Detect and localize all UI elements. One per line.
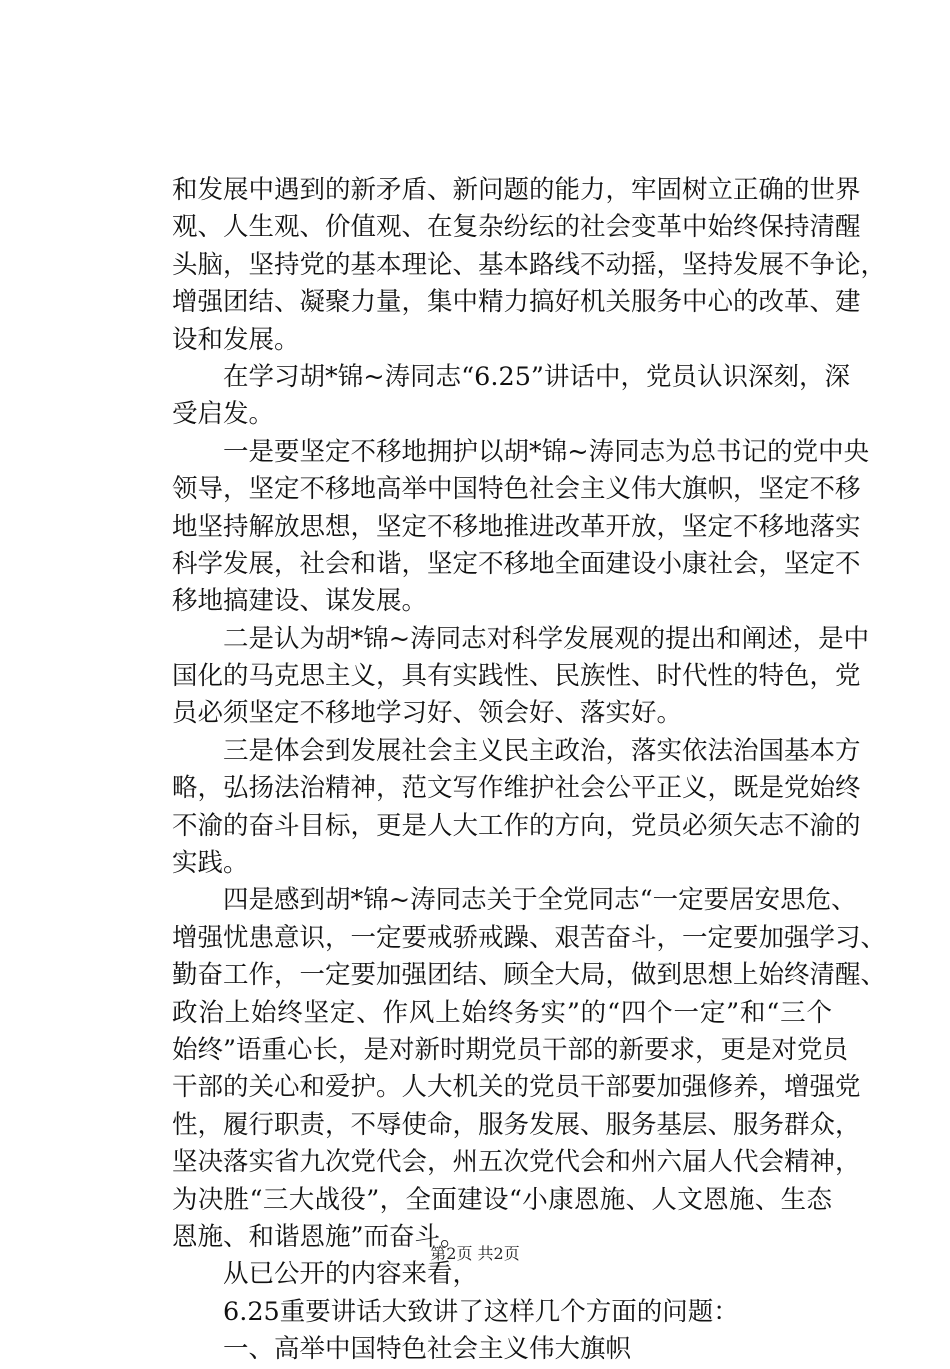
text-line: 受启发。 <box>172 399 275 430</box>
text-line: 三是体会到发展社会主义民主政治，落实依法治国基本方 <box>172 735 861 766</box>
text-line: 移地搞建设、谋发展。 <box>172 586 428 617</box>
text-line: 一、高举中国特色社会主义伟大旗帜 <box>172 1334 632 1365</box>
text-line: 科学发展，社会和谐，坚定不移地全面建设小康社会，坚定不 <box>172 548 861 579</box>
text-line: 地坚持解放思想，坚定不移地推进改革开放，坚定不移地落实 <box>172 511 861 542</box>
text-line: 设和发展。 <box>172 324 300 355</box>
text-line: 增强团结、凝聚力量，集中精力搞好机关服务中心的改革、建 <box>172 287 861 318</box>
document-body <box>172 172 887 1369</box>
text-line: 增强忧患意识，一定要戒骄戒躁、艰苦奋斗，一定要加强学习、 <box>172 922 887 953</box>
text-line: 在学习胡*锦~涛同志“6.25”讲话中，党员认识深刻，深 <box>172 361 850 392</box>
page-footer: 第2页 共2页 <box>430 1244 520 1263</box>
text-line: 头脑，坚持党的基本理论、基本路线不动摇，坚持发展不争论， <box>172 249 887 280</box>
text-line: 四是感到胡*锦~涛同志关于全党同志“一定要居安思危、 <box>172 885 857 916</box>
text-line: 略，弘扬法治精神，范文写作维护社会公平正义，既是党始终 <box>172 773 861 804</box>
text-line: 6.25重要讲话大致讲了这样几个方面的问题： <box>172 1296 739 1327</box>
text-line: 一是要坚定不移地拥护以胡*锦~涛同志为总书记的党中央 <box>172 436 870 467</box>
text-line: 实践。 <box>172 848 249 879</box>
text-line: 和发展中遇到的新矛盾、新问题的能力，牢固树立正确的世界 <box>172 175 861 205</box>
text-line: 员必须坚定不移地学习好、领会好、落实好。 <box>172 698 683 729</box>
text-line: 政治上始终坚定、作风上始终务实”的“四个一定”和“三个 <box>172 997 832 1028</box>
text-line: 从已公开的内容来看， <box>172 1259 479 1290</box>
text-line: 勤奋工作，一定要加强团结、顾全大局，做到思想上始终清醒、 <box>172 960 887 991</box>
text-line: 国化的马克思主义，具有实践性、民族性、时代性的特色，党 <box>172 661 861 692</box>
text-line: 不渝的奋斗目标，更是人大工作的方向，党员必须矢志不渝的 <box>172 810 861 841</box>
text-line: 恩施、和谐恩施”而奋斗。 <box>172 1221 466 1252</box>
text-line: 始终”语重心长，是对新时期党员干部的新要求，更是对党员 <box>172 1034 849 1065</box>
text-line: 坚决落实省九次党代会，州五次党代会和州六届人代会精神， <box>172 1147 861 1178</box>
text-line: 二是认为胡*锦~涛同志对科学发展观的提出和阐述，是中 <box>172 623 870 654</box>
text-line: 观、人生观、价值观、在复杂纷纭的社会变革中始终保持清醒 <box>172 212 861 243</box>
text-line: 干部的关心和爱护。人大机关的党员干部要加强修养，增强党 <box>172 1072 861 1103</box>
text-line: 性，履行职责，不辱使命，服务发展、服务基层、服务群众， <box>172 1109 861 1140</box>
text-line: 为决胜“三大战役”，全面建设“小康恩施、人文恩施、生态 <box>172 1184 832 1215</box>
text-line: 领导，坚定不移地高举中国特色社会主义伟大旗帜，坚定不移 <box>172 474 861 505</box>
